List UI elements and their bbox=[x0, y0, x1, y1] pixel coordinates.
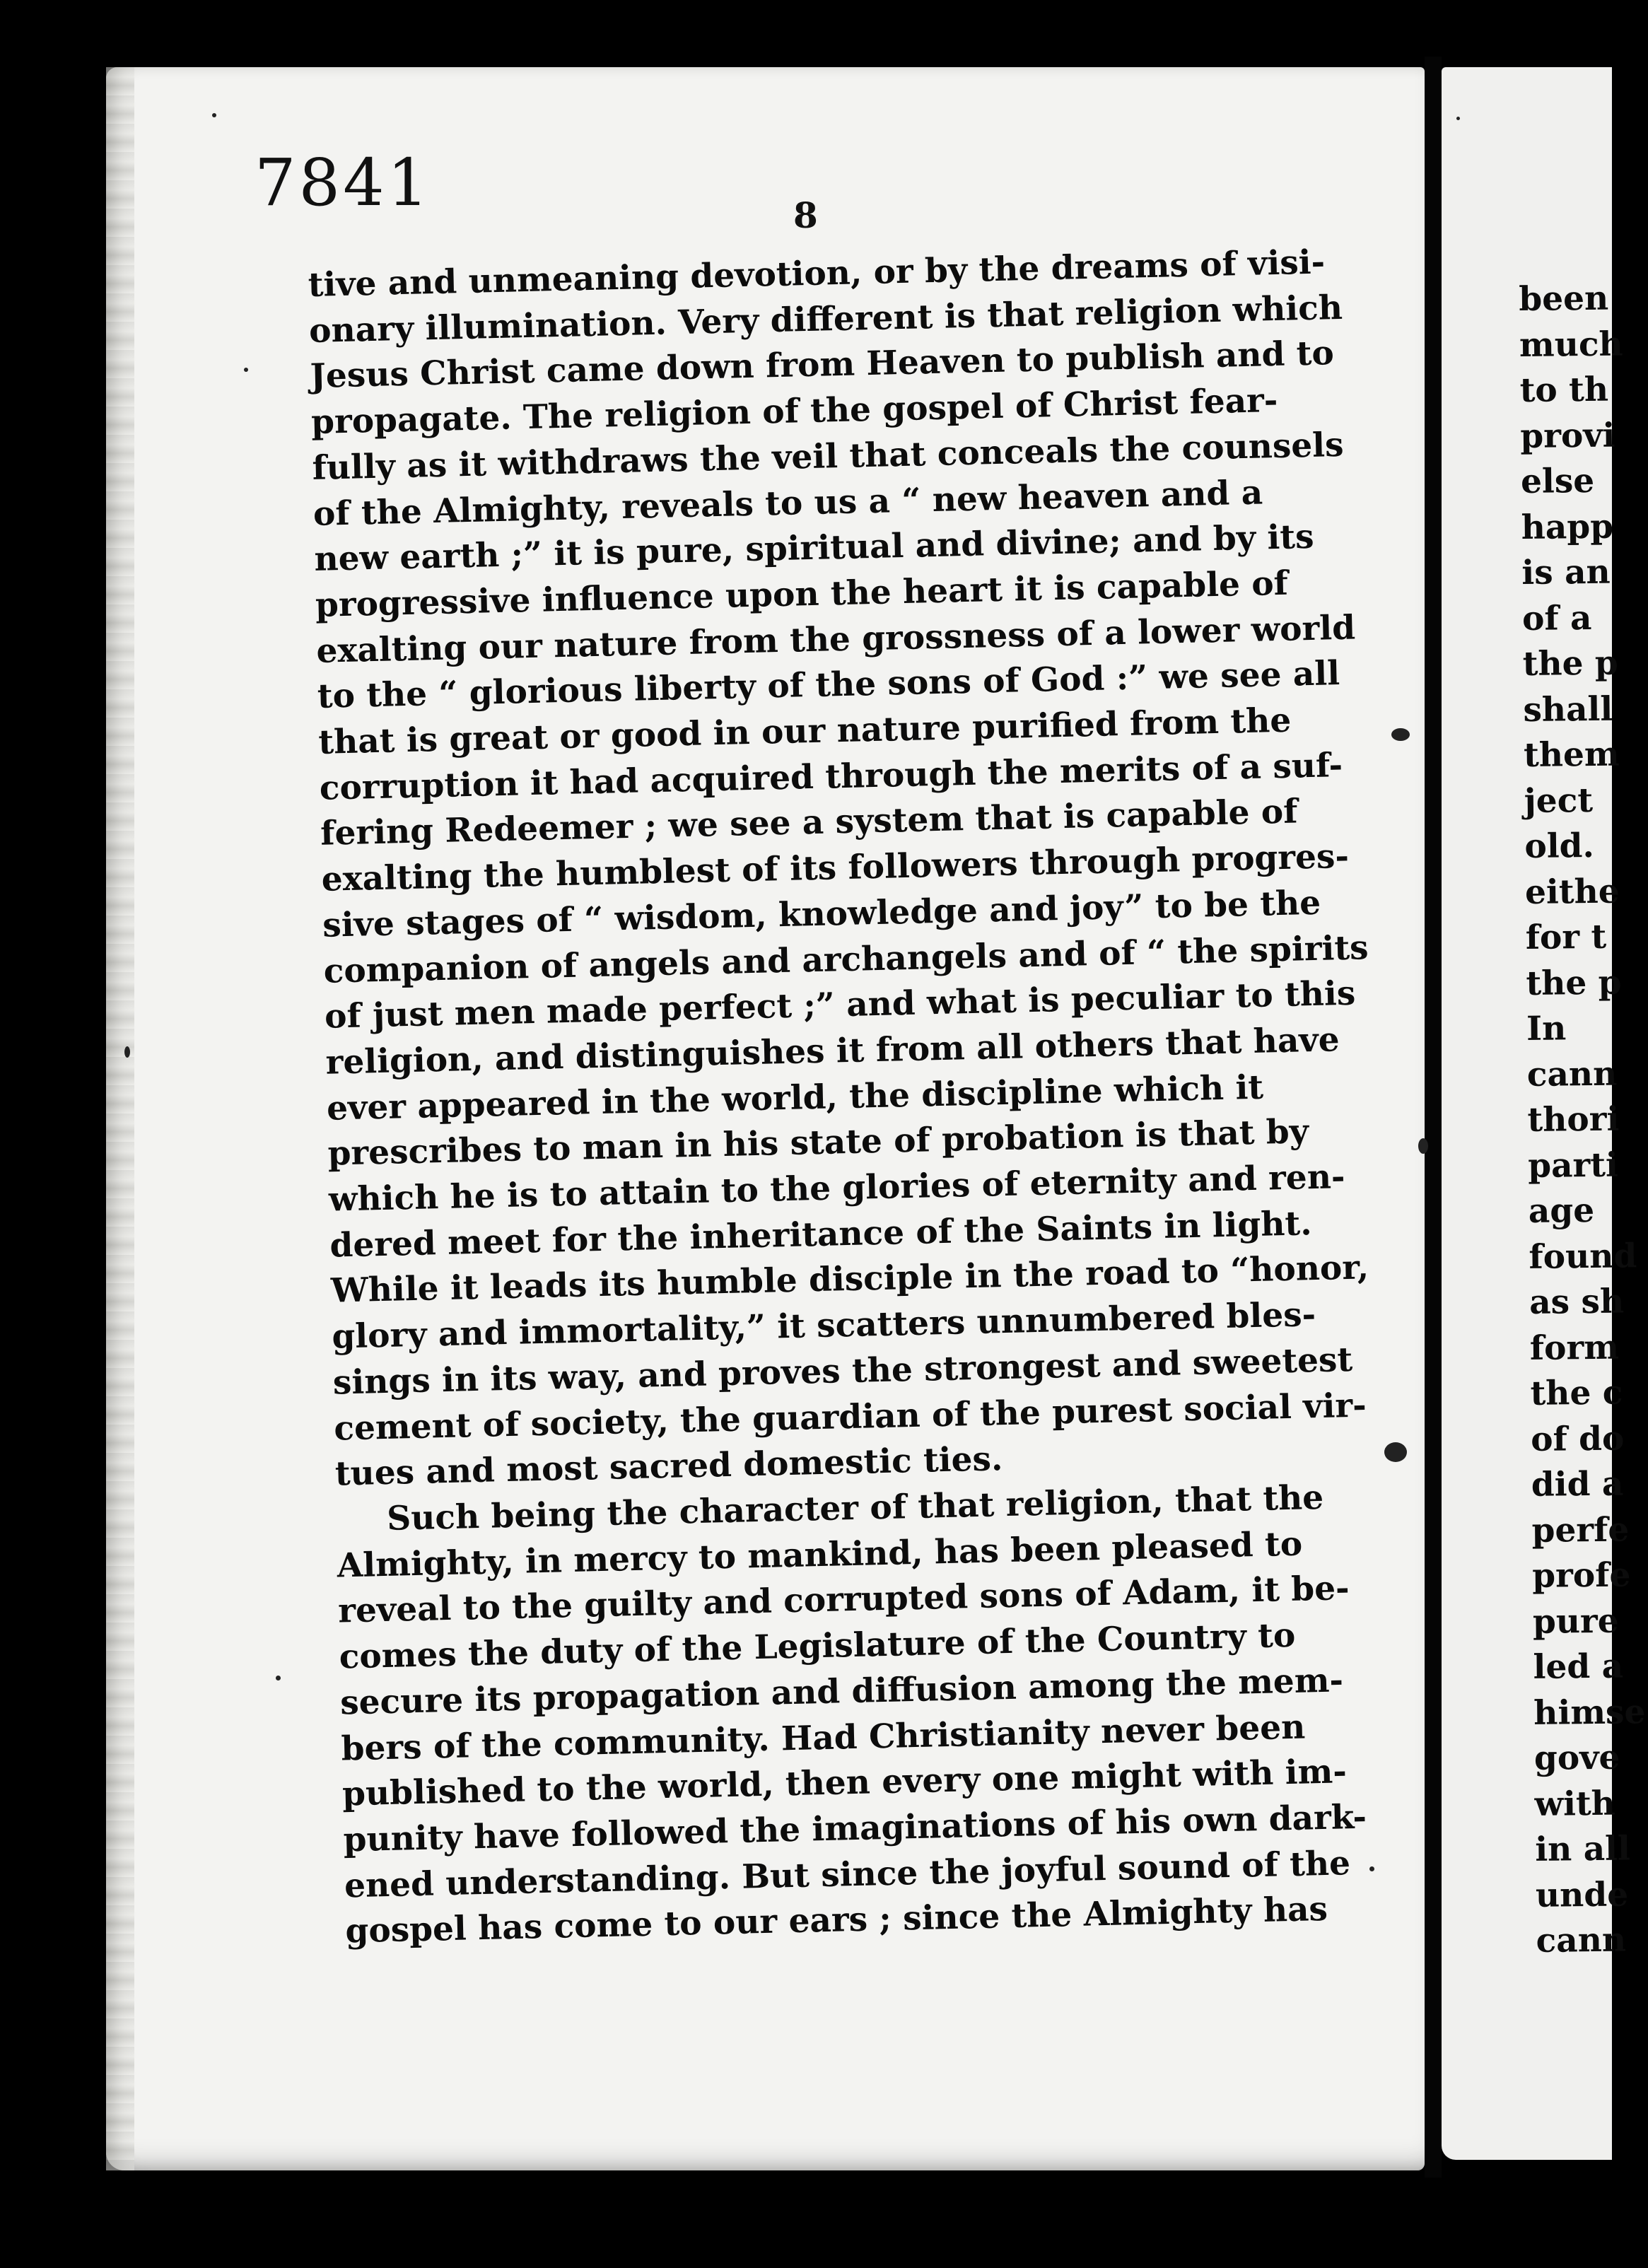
text-line: fully as it withdraws the veil that conceals the counsels bbox=[311, 425, 1345, 488]
text-line: of just men made perfect ;” and what is peculiar to this bbox=[324, 974, 1356, 1036]
fragment-line: been bbox=[1519, 279, 1609, 319]
text-line: Jesus Christ came down from Heaven to publish and to bbox=[310, 334, 1335, 397]
text-line: sive stages of “ wisdom, knowledge and joy” to be the bbox=[322, 883, 1321, 945]
text-line: Almighty, in mercy to mankind, has been pleased to bbox=[337, 1524, 1303, 1586]
fragment-line: much bbox=[1519, 324, 1623, 365]
fragment-line: parti bbox=[1527, 1145, 1619, 1186]
fragment-line: happ bbox=[1521, 507, 1614, 547]
text-line: exalting our nature from the grossness of a lower world bbox=[315, 608, 1356, 671]
left-page-body-text bbox=[308, 239, 1406, 1955]
fragment-line: thori bbox=[1527, 1099, 1620, 1140]
text-line: propagate. The religion of the gospel of Christ fear- bbox=[310, 381, 1278, 443]
fragment-line: in all bbox=[1535, 1829, 1631, 1869]
fragment-line: did a bbox=[1531, 1464, 1624, 1504]
fragment-line: the p bbox=[1526, 963, 1622, 1003]
text-line: sings in its way, and proves the strongest and sweetest bbox=[332, 1340, 1353, 1403]
text-line: cement of society, the guardian of the purest social vir- bbox=[333, 1386, 1367, 1449]
text-line: to the “ glorious liberty of the sons of God :” we see all bbox=[317, 654, 1340, 717]
text-line: companion of angels and archangels and of “ the spirits bbox=[323, 928, 1369, 991]
text-line: comes the duty of the Legislature of the Country to bbox=[339, 1615, 1296, 1677]
fragment-line: of a bbox=[1521, 598, 1592, 638]
fragment-line: profe bbox=[1531, 1555, 1631, 1596]
fragment-line: shall bbox=[1523, 689, 1613, 730]
fragment-line: led a bbox=[1533, 1647, 1624, 1687]
ink-speck bbox=[212, 113, 216, 117]
text-line: prescribes to man in his state of probation is that by bbox=[327, 1112, 1309, 1174]
binding-clip-mark bbox=[1384, 1442, 1407, 1462]
fragment-line: to th bbox=[1519, 370, 1609, 410]
text-line: onary illumination. Very different is that religion which bbox=[308, 288, 1343, 351]
fragment-line: is an bbox=[1521, 552, 1611, 592]
text-line: new earth ;” it is pure, spiritual and divine; and by its bbox=[313, 518, 1315, 580]
text-line: tive and unmeaning devotion, or by the dreams of visi- bbox=[308, 242, 1326, 305]
fragment-line: unde bbox=[1535, 1875, 1629, 1915]
text-line: religion, and distinguishes it from all others that have bbox=[325, 1020, 1340, 1082]
fragment-line: perfe bbox=[1531, 1509, 1630, 1550]
accession-number: 7841 bbox=[255, 145, 432, 221]
paragraph-start-line: Such being the character of that religion, that the bbox=[386, 1478, 1324, 1538]
ink-speck bbox=[124, 1046, 130, 1058]
text-line: dered meet for the inheritance of the Saints in light. bbox=[329, 1203, 1313, 1265]
ink-speck bbox=[244, 368, 248, 372]
fragment-line: found bbox=[1529, 1236, 1637, 1277]
fragment-line: ject bbox=[1524, 781, 1594, 821]
text-line: glory and immortality,” it scatters unnumbered bles- bbox=[331, 1295, 1316, 1357]
fragment-line: form bbox=[1529, 1328, 1620, 1368]
text-line: progressive influence upon the heart it is capable of bbox=[315, 563, 1289, 625]
fragment-line: provi bbox=[1520, 416, 1615, 456]
fragment-line: gove bbox=[1533, 1738, 1620, 1778]
fragment-line: cann bbox=[1536, 1920, 1627, 1960]
fragment-line: old. bbox=[1524, 826, 1595, 866]
fragment-line: age bbox=[1528, 1191, 1595, 1231]
binding-clip-mark bbox=[1391, 728, 1410, 741]
text-line: reveal to the guilty and corrupted sons of Adam, it be- bbox=[337, 1569, 1350, 1631]
text-line: punity have followed the imaginations of his own dark- bbox=[343, 1797, 1367, 1860]
text-line: corruption it had acquired through the merits of a suf- bbox=[319, 745, 1343, 808]
text-line: which he is to attain to the glories of eternity and ren- bbox=[328, 1157, 1346, 1220]
text-line: ever appeared in the world, the discipline which it bbox=[326, 1068, 1264, 1128]
text-line: exalting the humblest of its followers through progres- bbox=[321, 836, 1350, 899]
binding-clip-mark bbox=[1418, 1138, 1428, 1154]
text-line: published to the world, then every one might with im- bbox=[341, 1752, 1348, 1814]
fragment-line: of do bbox=[1530, 1419, 1625, 1459]
text-line: bers of the community. Had Christianity never been bbox=[341, 1707, 1306, 1768]
ink-speck bbox=[276, 1676, 281, 1680]
fragment-line: eithe bbox=[1524, 872, 1620, 912]
left-page-edge bbox=[106, 67, 134, 2170]
fragment-line: himse bbox=[1533, 1692, 1646, 1733]
fragment-line: them bbox=[1523, 735, 1620, 775]
fragment-line: for t bbox=[1525, 917, 1607, 957]
book-gutter bbox=[1425, 57, 1442, 2178]
text-line: that is great or good in our nature purified from the bbox=[317, 701, 1292, 762]
fragment-line: cann bbox=[1526, 1054, 1618, 1094]
text-line: tues and most sacred domestic ties. bbox=[334, 1439, 1003, 1494]
right-page-fragment-text bbox=[1519, 276, 1648, 1964]
ink-speck bbox=[1456, 117, 1460, 120]
text-line: of the Almighty, reveals to us a “ new heaven and a bbox=[312, 472, 1263, 534]
fragment-line: the p bbox=[1522, 643, 1619, 684]
fragment-line: as sh bbox=[1529, 1282, 1625, 1322]
ink-speck bbox=[1369, 1866, 1374, 1871]
fragment-line: with bbox=[1534, 1784, 1616, 1824]
text-line: ened understanding. But since the joyful sound of the bbox=[344, 1843, 1351, 1906]
page-number: 8 bbox=[793, 194, 818, 236]
fragment-line: else bbox=[1520, 461, 1595, 501]
fragment-line: the c bbox=[1530, 1373, 1623, 1413]
fragment-line: pure bbox=[1532, 1601, 1619, 1642]
fragment-line: In bbox=[1526, 1009, 1567, 1048]
text-line: While it leads its humble disciple in the road to “honor, bbox=[330, 1248, 1369, 1311]
text-line: gospel has come to our ears ; since the Almighty has bbox=[344, 1890, 1328, 1951]
text-line: fering Redeemer ; we see a system that is capable of bbox=[320, 792, 1298, 854]
text-line: secure its propagation and diffusion among the mem- bbox=[339, 1661, 1344, 1723]
